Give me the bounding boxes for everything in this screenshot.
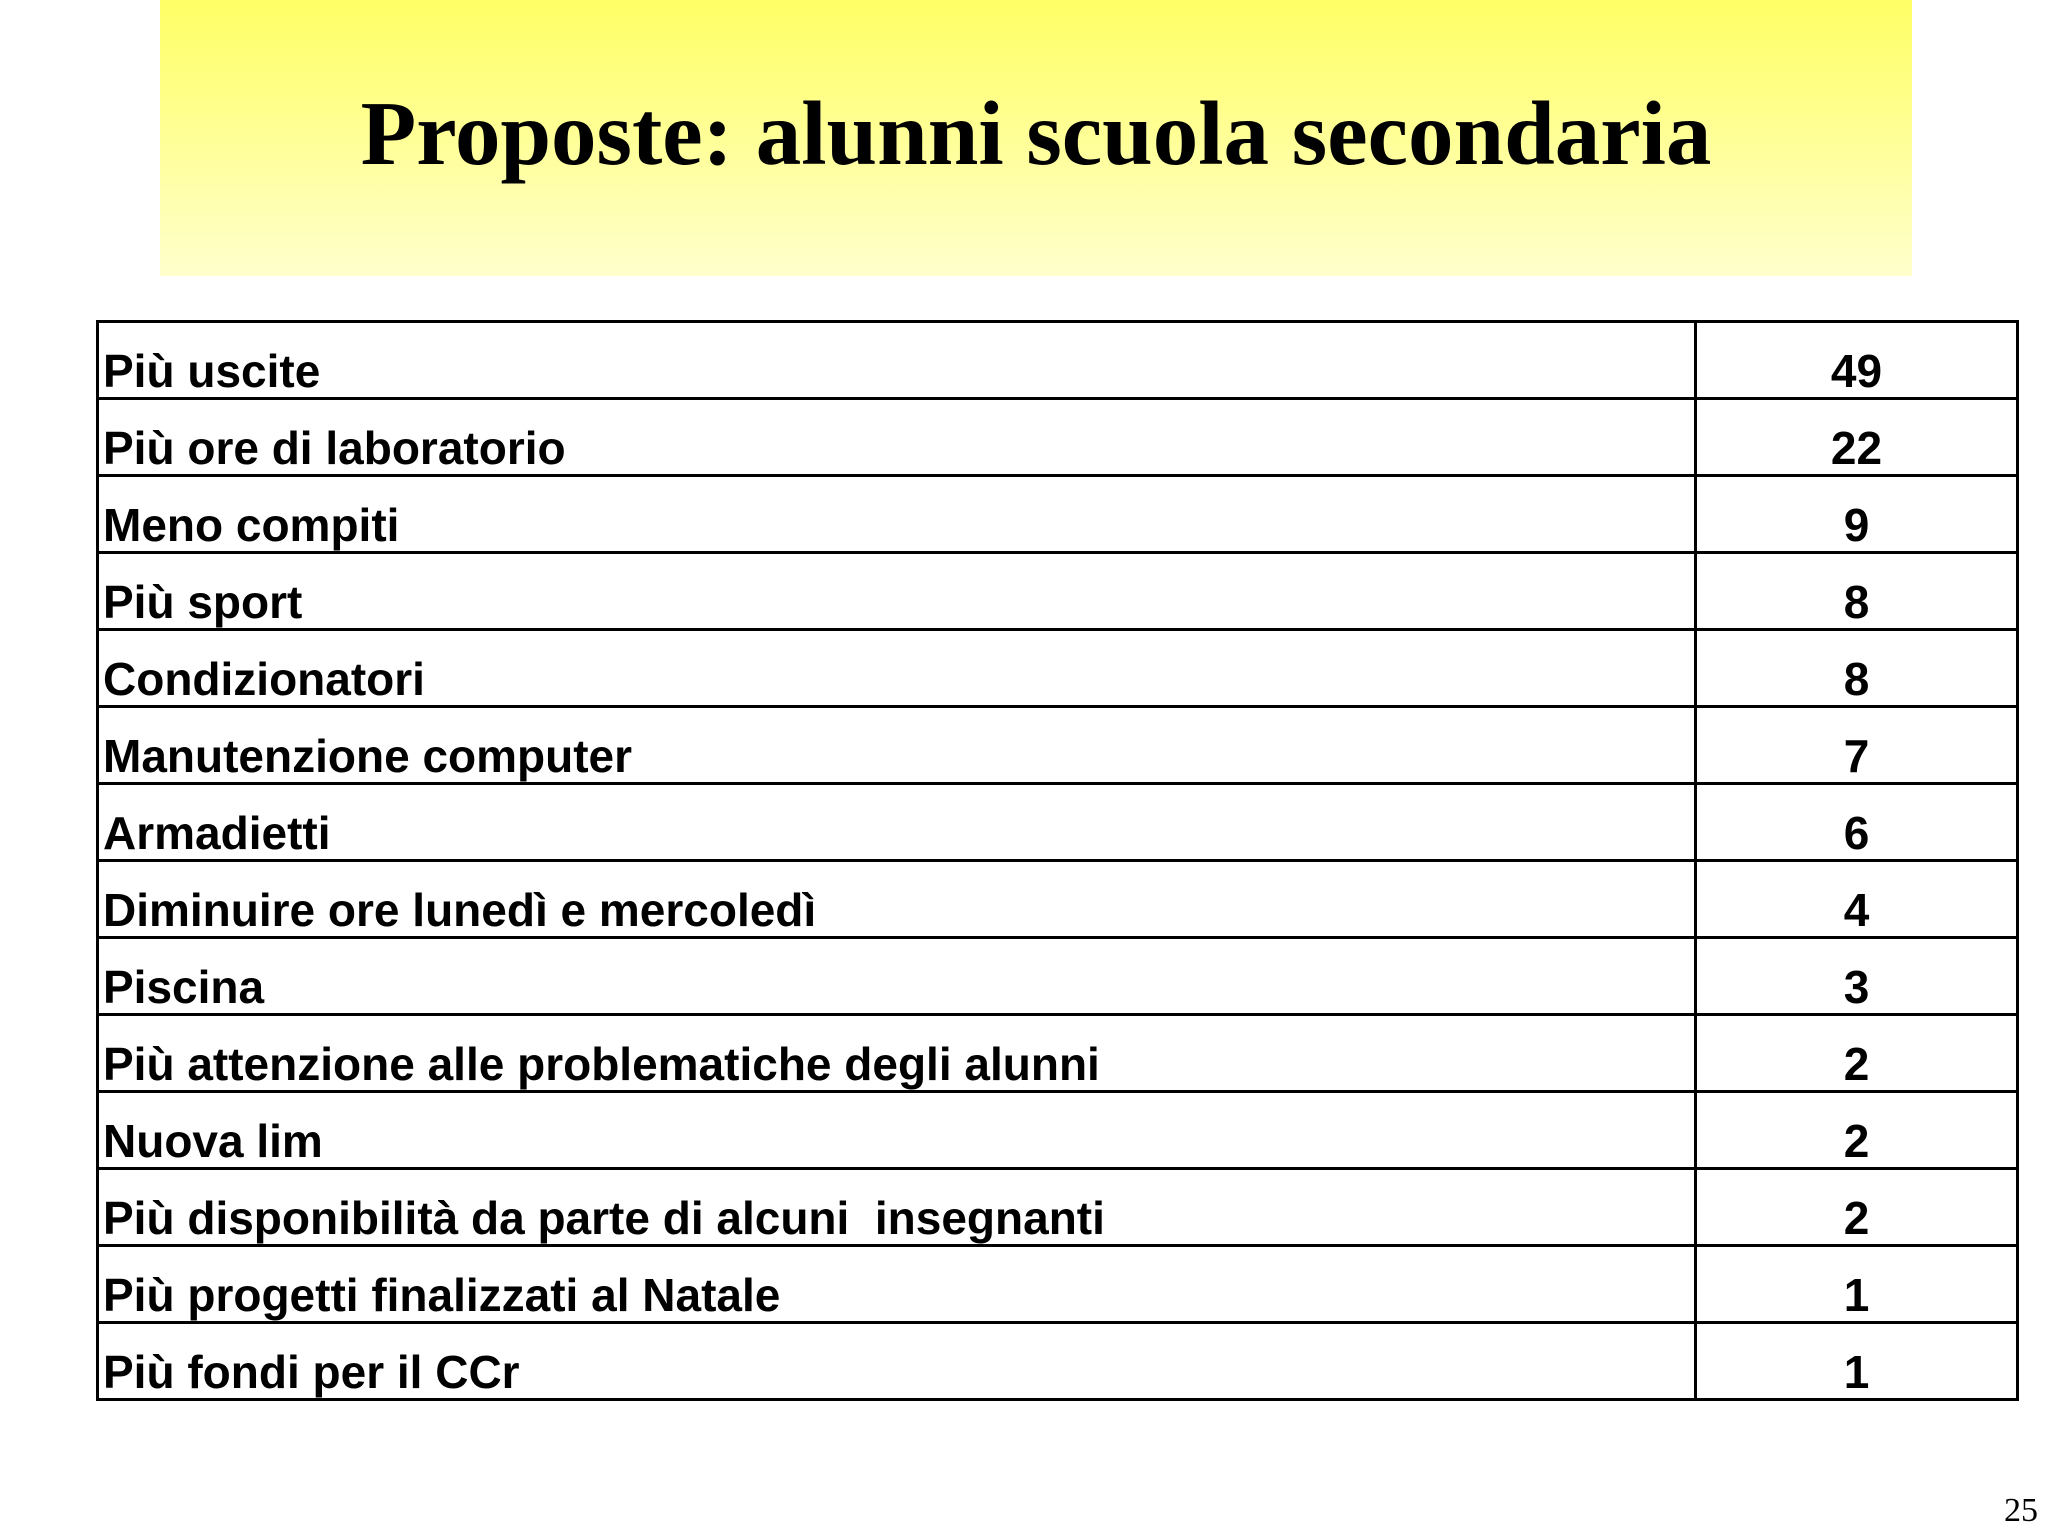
page-number: 25 [2004, 1492, 2038, 1529]
proposal-label: Manutenzione computer [98, 707, 1696, 784]
proposal-label: Più fondi per il CCr [98, 1323, 1696, 1400]
proposal-label: Più sport [98, 553, 1696, 630]
proposal-count: 7 [1696, 707, 2018, 784]
proposal-count: 1 [1696, 1323, 2018, 1400]
proposal-label: Nuova lim [98, 1092, 1696, 1169]
proposals-table [96, 320, 2019, 1401]
proposal-label: Piscina [98, 938, 1696, 1015]
proposal-count: 22 [1696, 399, 2018, 476]
proposal-label: Più progetti finalizzati al Natale [98, 1246, 1696, 1323]
proposal-label: Meno compiti [98, 476, 1696, 553]
table-row [98, 1015, 2018, 1092]
proposal-label: Più ore di laboratorio [98, 399, 1696, 476]
proposal-count: 49 [1696, 322, 2018, 399]
proposal-count: 6 [1696, 784, 2018, 861]
table-row [98, 630, 2018, 707]
proposal-label: Più uscite [98, 322, 1696, 399]
table-row [98, 1092, 2018, 1169]
table-row [98, 861, 2018, 938]
table-row [98, 322, 2018, 399]
table-row [98, 1246, 2018, 1323]
proposal-label: Più attenzione alle problematiche degli alunni [98, 1015, 1696, 1092]
title-band [160, 0, 1912, 276]
table-row [98, 553, 2018, 630]
table-row [98, 476, 2018, 553]
proposal-label: Più disponibilità da parte di alcuni insegnanti [98, 1169, 1696, 1246]
table-row [98, 1169, 2018, 1246]
proposal-count: 4 [1696, 861, 2018, 938]
proposal-label: Condizionatori [98, 630, 1696, 707]
proposal-count: 1 [1696, 1246, 2018, 1323]
proposal-label: Diminuire ore lunedì e mercoledì [98, 861, 1696, 938]
proposal-count: 3 [1696, 938, 2018, 1015]
table-row [98, 399, 2018, 476]
proposals-table-body [98, 322, 2018, 1400]
proposal-count: 8 [1696, 630, 2018, 707]
proposal-count: 2 [1696, 1015, 2018, 1092]
table-row [98, 784, 2018, 861]
proposal-label: Armadietti [98, 784, 1696, 861]
slide-title: Proposte: alunni scuola secondaria [360, 82, 1712, 184]
proposal-count: 8 [1696, 553, 2018, 630]
table-row [98, 707, 2018, 784]
table-row [98, 938, 2018, 1015]
proposal-count: 2 [1696, 1169, 2018, 1246]
proposal-count: 2 [1696, 1092, 2018, 1169]
proposal-count: 9 [1696, 476, 2018, 553]
table-row [98, 1323, 2018, 1400]
